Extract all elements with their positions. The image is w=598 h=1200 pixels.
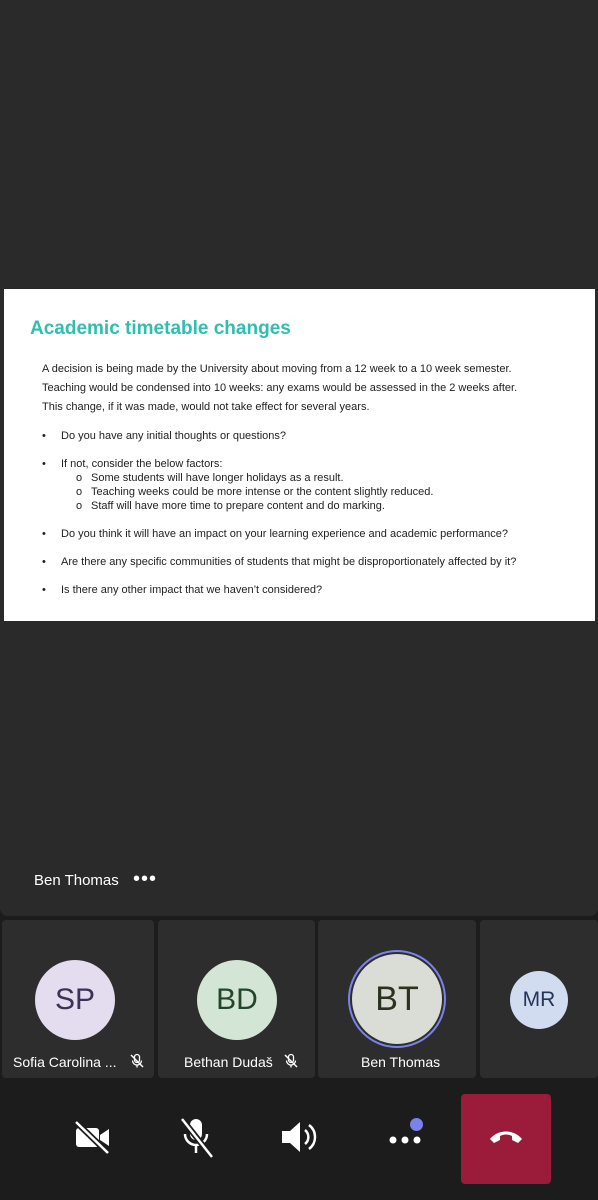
participant-tile-mr[interactable] [480,920,598,1078]
camera-toggle-button[interactable] [66,1116,118,1162]
avatar-initials: SP [54,983,96,1016]
avatar-initials: BD [216,983,258,1016]
participant-name: Ben Thomas [361,1054,441,1070]
bullet-text: If not, consider the below factors: [61,458,223,470]
mic-off-icon [176,1115,216,1164]
participant-name: Bethan Dudaš [184,1054,273,1070]
intro-line: Teaching would be condensed into 10 weeks: any exams would be assessed in the 2 weeks after. [42,382,518,394]
sub-bullet-marker: o [76,486,83,498]
sub-bullet-text: Teaching weeks could be more intense or the content slightly reduced. [91,486,434,498]
microphone-toggle-button[interactable] [172,1114,220,1164]
slide-intro [42,360,572,417]
intro-line: This change, if it was made, would not take effect for several years. [42,401,370,413]
mic-off-icon [283,1053,299,1069]
slide-title: Academic timetable changes [30,318,291,339]
bullet-marker: • [42,458,46,470]
avatar-initials: BT [375,979,419,1018]
camera-off-icon [72,1119,112,1160]
bullet-marker: • [42,556,46,568]
avatar-initials: MR [522,988,556,1011]
bullet-text: Are there any specific communities of students that might be disproportionately affected by it? [61,556,517,568]
hang-up-button[interactable] [461,1094,551,1184]
bullet-text: Is there any other impact that we haven’t considered? [61,584,323,596]
sub-bullet-marker: o [76,472,83,484]
avatar [352,954,442,1044]
speaker-button[interactable] [276,1116,322,1162]
presenter-more-button[interactable]: ••• [133,868,158,890]
bullet-marker: • [42,528,46,540]
shared-slide [4,289,595,621]
avatar [35,960,115,1040]
speaking-ring [348,950,446,1048]
hang-up-icon [486,1127,526,1152]
bullet-text: Do you think it will have an impact on your learning experience and academic performance? [61,528,508,540]
sub-bullet-text: Some students will have longer holidays as a result. [91,472,344,484]
participant-name: Sofia Carolina ... [13,1054,117,1070]
presenter-name: Ben Thomas [34,872,119,889]
avatar [197,960,277,1040]
sub-bullet-marker: o [76,500,83,512]
avatar [510,971,568,1029]
speaker-icon [278,1117,320,1162]
bullet-marker: • [42,430,46,442]
sub-bullet-text: Staff will have more time to prepare content and do marking. [91,500,385,512]
notification-badge [410,1118,423,1131]
bullet-marker: • [42,584,46,596]
mic-off-icon [129,1053,145,1069]
intro-line: A decision is being made by the University about moving from a 12 week to a 10 week semester. [42,363,512,375]
bullet-text: Do you have any initial thoughts or questions? [61,430,287,442]
